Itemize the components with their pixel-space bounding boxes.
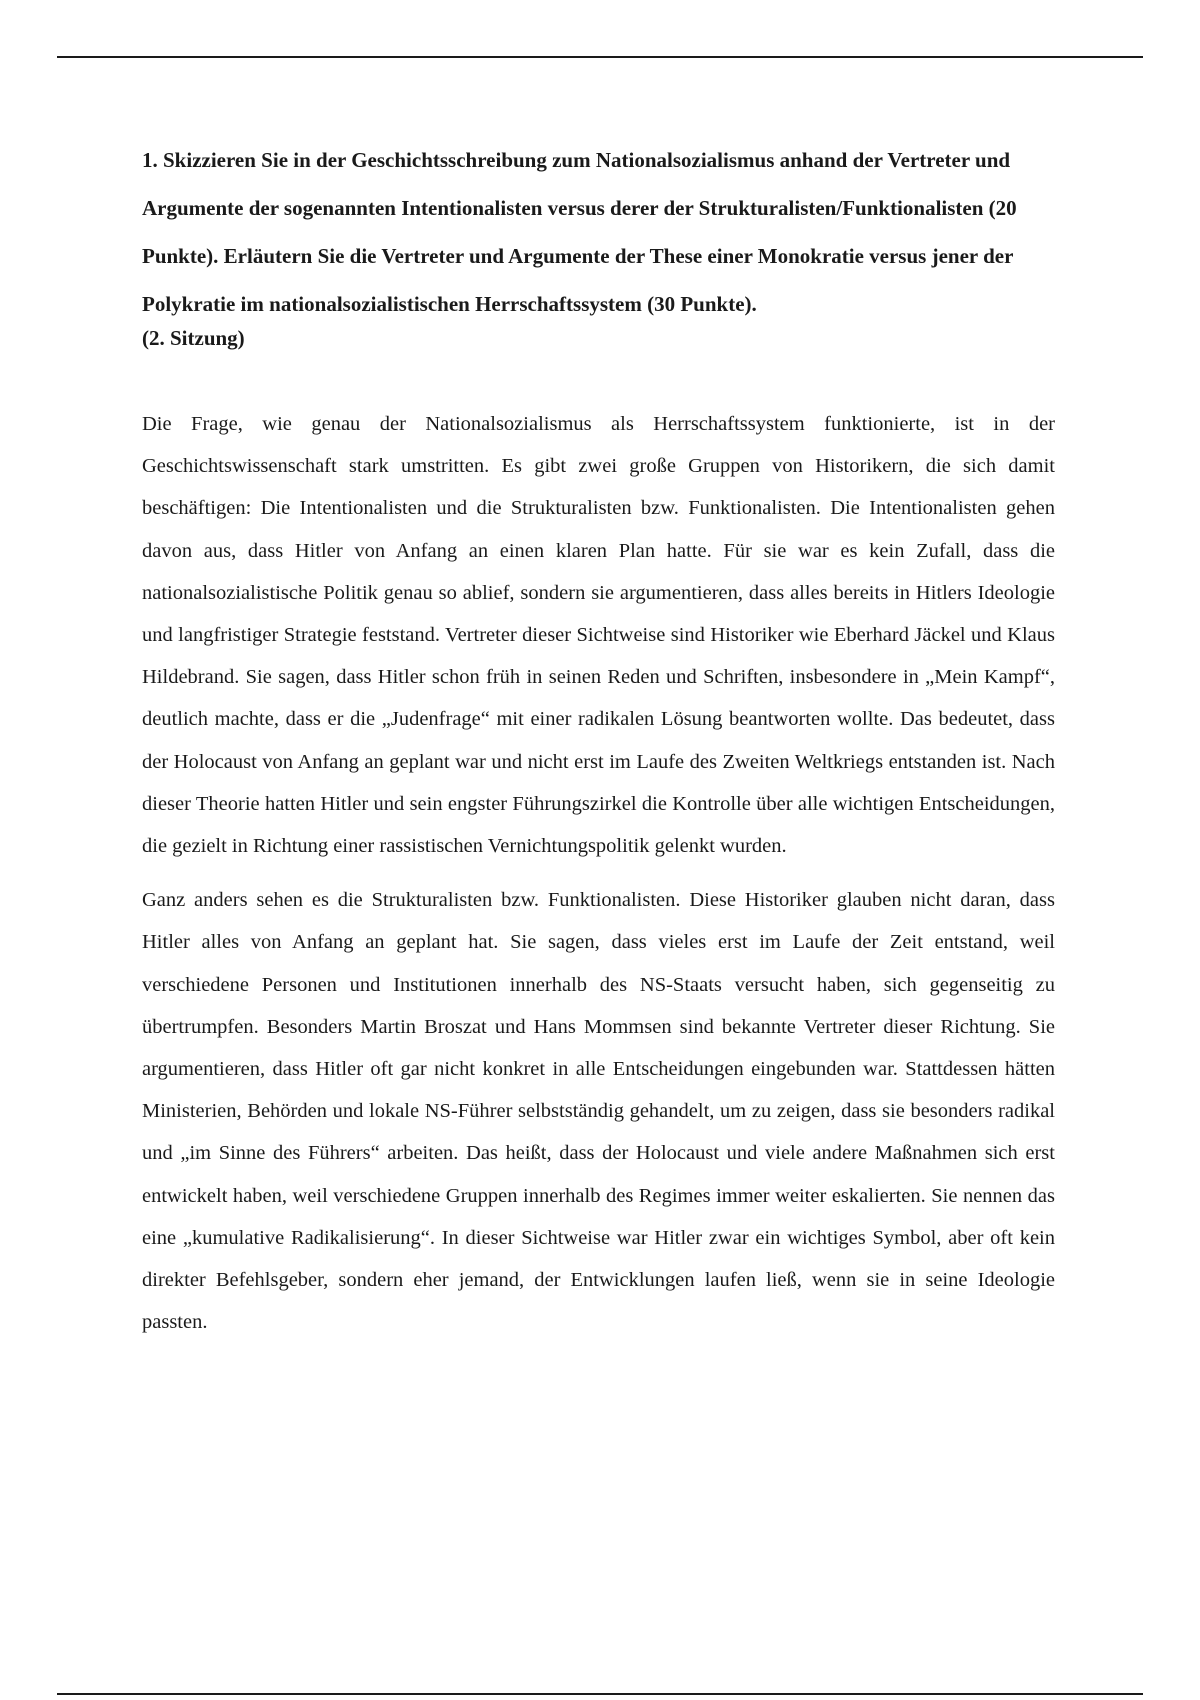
- paragraph-intentionalists: Die Frage, wie genau der Nationalsozialismus als Herrschaftssystem funktionierte, ist in der Geschichtswissenschaft stark umstritten. Es gibt zwei große Gruppen von Historikern, die sich damit beschäftigen: Die Intentionalisten und die Strukturalisten bzw. Funktionalisten. Die Intentionalisten gehen davon aus, dass Hitler von Anfang an einen klaren Plan hatte. Für sie war es kein Zufall, dass die nationalsozialistische Politik genau so ablief, sondern sie argumentieren, dass alles bereits in Hitlers Ideologie und langfristiger Strategie feststand. Vertreter dieser Sichtweise sind Historiker wie Eberhard Jäckel und Klaus Hildebrand. Sie sagen, dass Hitler schon früh in seinen Reden und Schriften, insbesondere in „Mein Kampf“, deutlich machte, dass er die „Judenfrage“ mit einer radikalen Lösung beantworten wollte. Das bedeutet, dass der Holocaust von Anfang an geplant war und nicht erst im Laufe des Zweiten Weltkriegs entstanden ist. Nach dieser Theorie hatten Hitler und sein engster Führungszirkel die Kontrolle über alle wichtigen Entscheidungen, die gezielt in Richtung einer rassistischen Vernichtungspolitik gelenkt wurden.: [142, 413, 1055, 858]
- question-heading: 1. Skizzieren Sie in der Geschichtsschreibung zum Nationalsozialismus anhand der Vertreter und Argumente der sogenannten Intentionalisten versus derer der Strukturalisten/Funktionalisten (20 Punkte). Erläutern Sie die Vertreter und Argumente der These einer Monokratie versus jener der Polykratie im nationalsozialistischen Herrschaftssystem (30 Punkte).: [142, 148, 1017, 316]
- bottom-rule: [57, 1693, 1143, 1695]
- top-rule: [57, 56, 1143, 58]
- page-content: [142, 136, 1055, 1343]
- session-note: (2. Sitzung): [142, 326, 245, 350]
- paragraph-structuralists: Ganz anders sehen es die Strukturalisten bzw. Funktionalisten. Diese Historiker glauben nicht daran, dass Hitler alles von Anfang an geplant hat. Sie sagen, dass vieles erst im Laufe der Zeit entstand, weil verschiedene Personen und Institutionen innerhalb des NS-Staats versucht haben, sich gegenseitig zu übertrumpfen. Besonders Martin Broszat und Hans Mommsen sind bekannte Vertreter dieser Richtung. Sie argumentieren, dass Hitler oft gar nicht konkret in alle Entscheidungen eingebunden war. Stattdessen hätten Ministerien, Behörden und lokale NS-Führer selbstständig gehandelt, um zu zeigen, dass sie besonders radikal und „im Sinne des Führers“ arbeiten. Das heißt, dass der Holocaust und viele andere Maßnahmen sich erst entwickelt haben, weil verschiedene Gruppen innerhalb des Regimes immer weiter eskalierten. Sie nennen das eine „kumulative Radikalisierung“. In dieser Sichtweise war Hitler zwar ein wichtiges Symbol, aber oft kein direkter Befehlsgeber, sondern eher jemand, der Entwicklungen laufen ließ, wenn sie in seine Ideologie passten.: [142, 889, 1055, 1334]
